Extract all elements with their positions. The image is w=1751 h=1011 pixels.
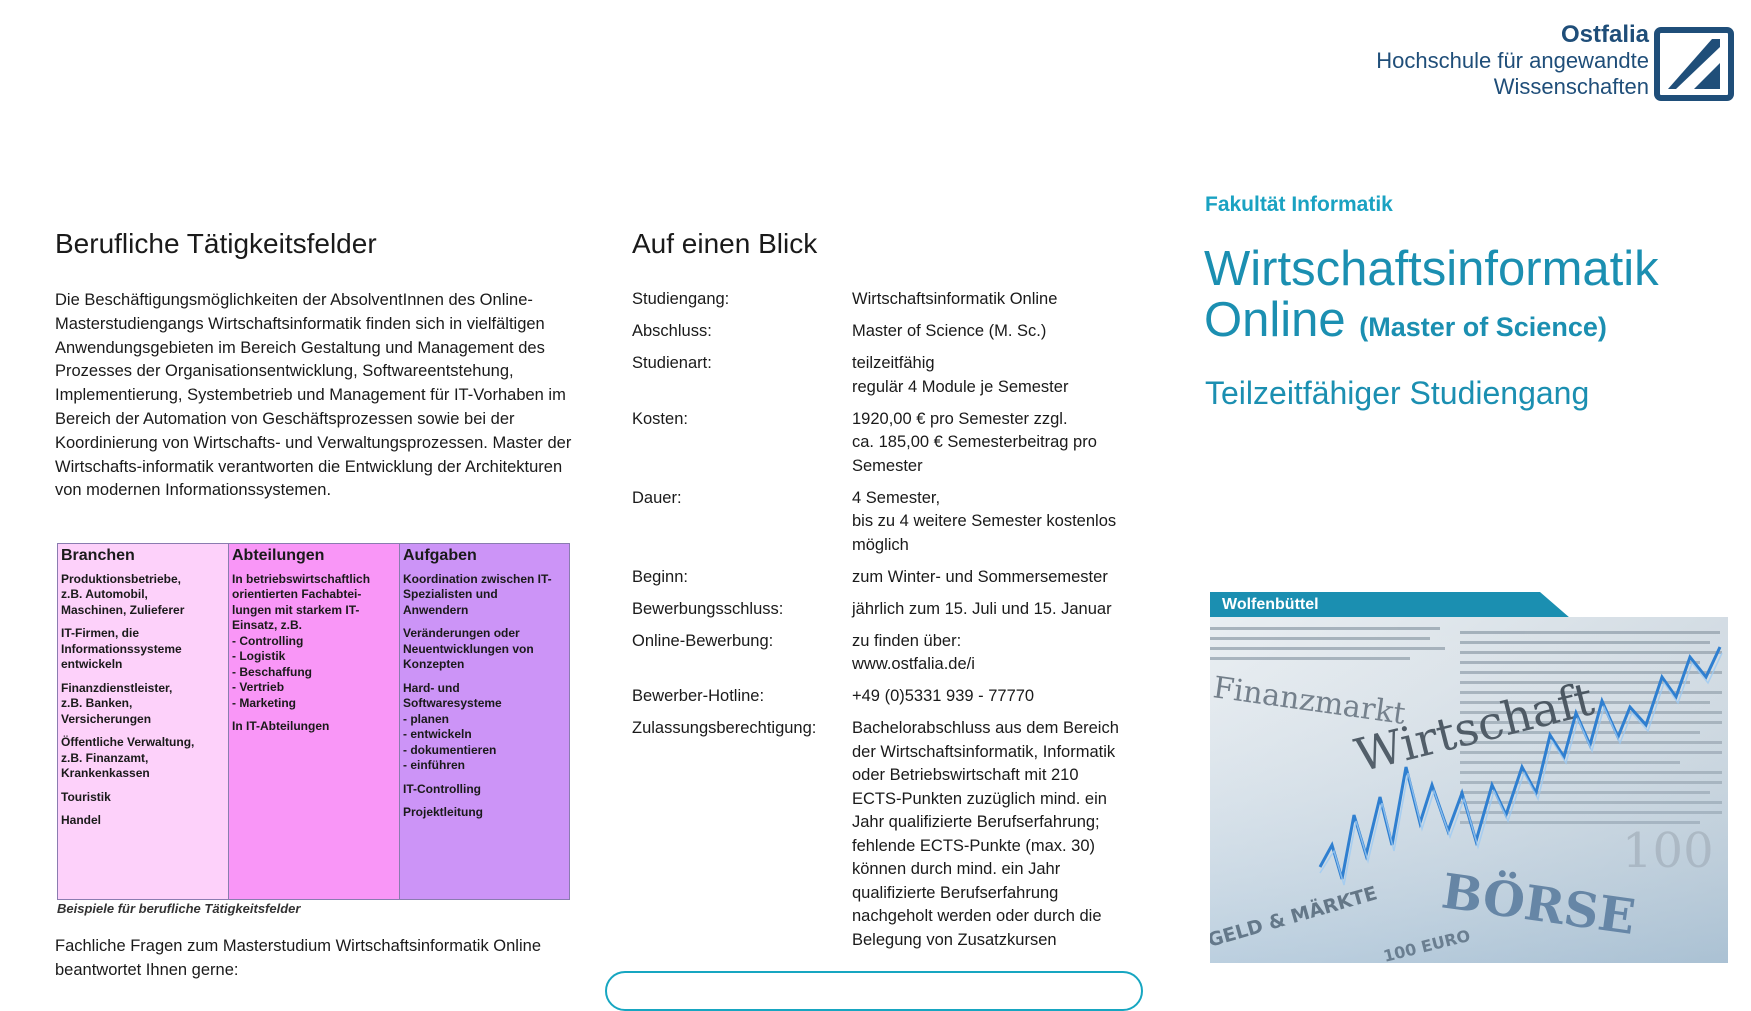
fact-row-zulassung bbox=[632, 717, 1142, 952]
program-title-online: Online bbox=[1204, 293, 1346, 347]
finance-newspaper-image bbox=[1210, 617, 1728, 963]
section-heading-overview: Auf einen Blick bbox=[632, 228, 818, 259]
section-heading-careers: Berufliche Tätigkeitsfelder bbox=[55, 228, 377, 259]
fact-label: Abschluss: bbox=[632, 322, 712, 340]
ostfalia-logo-text bbox=[1376, 22, 1649, 100]
program-title-line-2 bbox=[1204, 294, 1607, 353]
fact-value: +49 (0)5331 939 - 77770 bbox=[852, 687, 1035, 705]
contact-paragraph: Fachliche Fragen zum Masterstudium Wirtschaftsinformatik Online beantwortet Ihnen gerne: bbox=[55, 937, 541, 979]
fact-row-beginn bbox=[632, 566, 1142, 590]
campus-label: Wolfenbüttel bbox=[1222, 596, 1319, 613]
fact-label: Beginn: bbox=[632, 567, 688, 586]
fact-row-dauer bbox=[632, 487, 1142, 558]
fact-value: Master of Science (M. Sc.) bbox=[852, 322, 1047, 340]
fact-value: teilzeitfähig regulär 4 Module je Semester bbox=[852, 354, 1069, 396]
table-caption: Beispiele für berufliche Tätigkeitsfelder bbox=[57, 901, 301, 916]
fact-value[interactable]: zu finden über: www.ostfalia.de/i bbox=[852, 631, 975, 673]
decorative-frame bbox=[605, 971, 1143, 1011]
fact-label: Kosten: bbox=[632, 409, 688, 428]
column-header: Aufgaben bbox=[403, 547, 477, 564]
fact-row-studiengang bbox=[632, 288, 1142, 312]
facts-list bbox=[632, 288, 1142, 961]
fact-row-kosten bbox=[632, 408, 1142, 479]
fact-value: 4 Semester, bis zu 4 weitere Semester kostenlos möglich bbox=[852, 488, 1117, 554]
list-item: Öffentliche Verwaltung, z.B. Finanzamt, Krankenkassen bbox=[61, 735, 195, 780]
careers-paragraph: Die Beschäftigungsmöglichkeiten der AbsolventInnen des Online-Masterstudiengangs Wirtschaftsinformatik finden sich in vielfältigen Anwendungsgebieten im Bereich Gestaltung und Management des Prozesses der Organisationsentwicklung, Softwareentstehung, Implementierung, Systembetrieb und Management für IT-Vorhaben im Bereich der Automation von Geschäftsprozessen sowie bei der Koordinierung von Wirtschafts- und Verwaltungsprozessen. Master der Wirtschafts-informatik verantworten die Entwicklung der Architekturen von modernen Informationssystemen. bbox=[55, 291, 572, 500]
list-item: In IT-Abteilungen bbox=[232, 719, 330, 733]
fact-label: Online-Bewerbung: bbox=[632, 631, 774, 650]
fact-row-studienart bbox=[632, 352, 1142, 399]
fact-row-abschluss bbox=[632, 320, 1142, 344]
program-title-line-1: Wirtschaftsinformatik bbox=[1204, 242, 1659, 296]
fact-label: Studiengang: bbox=[632, 290, 730, 308]
logo-subtitle-2: Wissenschaften bbox=[1493, 74, 1649, 99]
list-item: IT-Controlling bbox=[403, 781, 481, 796]
fact-value: 1920,00 € pro Semester zzgl. ca. 185,00 € Semesterbeitrag pro Semester bbox=[852, 409, 1097, 475]
fact-label: Zulassungsberechtigung: bbox=[632, 719, 817, 737]
list-item: Finanzdienstleister, z.B. Banken, Versicherungen bbox=[61, 680, 173, 726]
fact-label: Bewerber-Hotline: bbox=[632, 687, 765, 705]
list-item: In betriebswirtschaftlich orientierten Fachabtei- lungen mit starkem IT- Einsatz, z.B. - Controlling - Logistik - Beschaffung - Vertrieb - Marketing bbox=[232, 571, 371, 710]
career-fields-table bbox=[57, 543, 570, 900]
fact-row-online-bewerbung bbox=[632, 630, 1142, 677]
table-column-branchen bbox=[58, 544, 228, 899]
fact-label: Dauer: bbox=[632, 488, 682, 507]
logo-name: Ostfalia bbox=[1560, 21, 1649, 48]
faculty-label: Fakultät Informatik bbox=[1205, 193, 1393, 216]
list-item: Produktionsbetriebe, z.B. Automobil, Maschinen, Zulieferer bbox=[61, 571, 185, 617]
list-item: Veränderungen oder Neuentwicklungen von Konzepten bbox=[403, 626, 534, 671]
list-item: IT-Firmen, die Informationssysteme entwickeln bbox=[61, 626, 182, 671]
column-header: Branchen bbox=[61, 547, 135, 564]
column-header: Abteilungen bbox=[232, 547, 325, 564]
logo-subtitle-1: Hochschule für angewandte bbox=[1376, 48, 1649, 73]
fact-value: zum Winter- und Sommersemester bbox=[852, 567, 1108, 586]
program-degree: (Master of Science) bbox=[1359, 312, 1607, 342]
fact-row-bewerbungsschluss bbox=[632, 598, 1142, 622]
table-column-aufgaben bbox=[399, 544, 569, 899]
fact-value: Bachelorabschluss aus dem Bereich der Wirtschaftsinformatik, Informatik oder Betriebswirtschaft mit 210 ECTS-Punkten zuzüglich mind. ein Jahr qualifizierte Berufserfahrung; fehlende ECTS-Punkte (max. 30) können durch mind. ein Jahr qualifizierte Berufserfahrung nachgeholt werden oder durch die Belegung von Zusatzkursen bbox=[852, 719, 1119, 949]
list-item: Projektleitung bbox=[403, 805, 484, 819]
program-subtitle: Teilzeitfähiger Studiengang bbox=[1205, 375, 1590, 411]
fact-row-hotline bbox=[632, 685, 1142, 709]
fact-value: jährlich zum 15. Juli und 15. Januar bbox=[852, 599, 1112, 618]
list-item: Touristik bbox=[61, 789, 111, 804]
list-item: Koordination zwischen IT- Spezialisten und Anwendern bbox=[403, 571, 552, 617]
fact-value: Wirtschaftsinformatik Online bbox=[852, 290, 1058, 308]
list-item: Hard- und Softwaresysteme - planen - entwickeln - dokumentieren - einführen bbox=[403, 680, 502, 772]
table-column-abteilungen bbox=[228, 544, 399, 899]
list-item: Handel bbox=[61, 813, 102, 827]
fact-label: Bewerbungsschluss: bbox=[632, 599, 784, 618]
fact-label: Studienart: bbox=[632, 354, 712, 372]
ostfalia-logo-icon bbox=[1654, 27, 1734, 101]
